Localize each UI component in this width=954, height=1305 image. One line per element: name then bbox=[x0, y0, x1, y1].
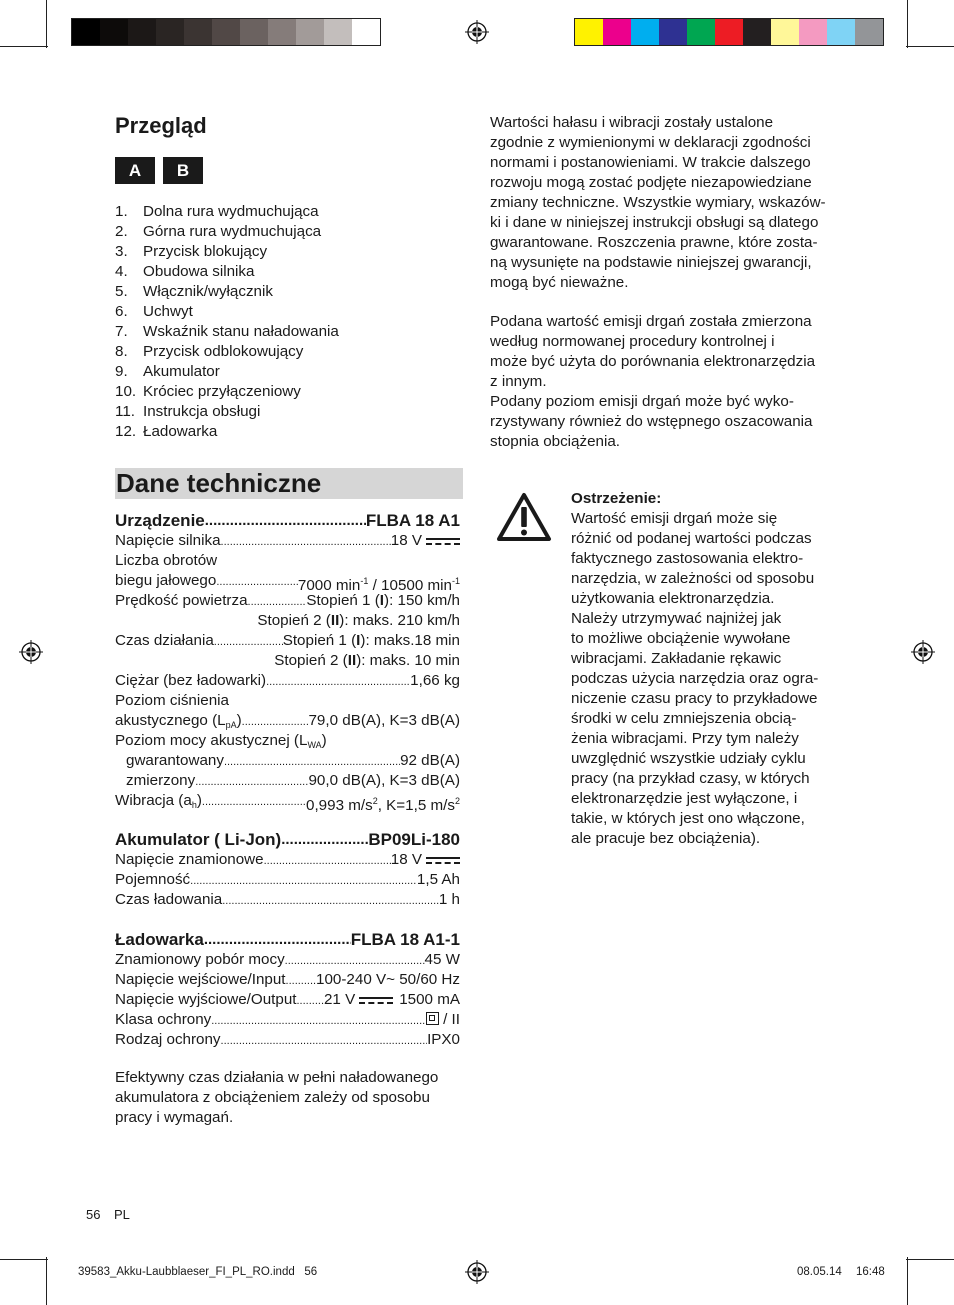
item-label: Dolna rura wydmuchująca bbox=[143, 203, 319, 220]
registration-mark-icon bbox=[911, 640, 935, 664]
registration-mark-icon bbox=[465, 20, 489, 44]
text-line: żenia wibracjami. Przy tym należy bbox=[571, 730, 799, 747]
text-line: z innym. bbox=[490, 373, 547, 390]
text-line: Wartości hałasu i wibracji zostały ustalone bbox=[490, 114, 774, 131]
text-line: elektronarzędzie jest wyłączone, i bbox=[571, 790, 798, 807]
text-line: faktycznego zastosowania elektro- bbox=[571, 550, 804, 567]
gray-swatch bbox=[156, 19, 184, 45]
text-line: stopnia obciążenia. bbox=[490, 433, 621, 450]
text-line: środki w celu zmniejszenia obcią- bbox=[571, 710, 797, 727]
text-line: użytkowania elektronarzędzia. bbox=[571, 590, 775, 607]
spec-row: Znamionowy pobór mocy ..... 45 W bbox=[115, 950, 460, 970]
declaration-paragraph bbox=[490, 113, 850, 293]
spec-row: Klasa ochrony ..... / II bbox=[115, 1010, 460, 1030]
text-line: może być użyta do porównania elektronarzędzia bbox=[490, 353, 816, 370]
crop-mark bbox=[0, 1259, 48, 1260]
spec-row: gwarantowany ..... 92 dB(A) bbox=[115, 751, 460, 771]
item-label: Ładowarka bbox=[143, 423, 218, 440]
item-number: 5. bbox=[115, 283, 128, 300]
text-line: normami i postanowieniami. W trakcie dalszego bbox=[490, 154, 811, 171]
charger-spec-block bbox=[115, 930, 460, 1050]
dc-symbol-icon bbox=[359, 995, 393, 1005]
spec-row: akustycznego $(L_{pA})$ ..... 79,0 dB(A), K=3 dB(A) bbox=[115, 711, 460, 731]
item-label: Instrukcja obsługi bbox=[143, 403, 261, 420]
page-number: 56 bbox=[86, 1207, 101, 1222]
spec-row: Czas ładowania ..... 1 h bbox=[115, 890, 460, 910]
charger-heading bbox=[115, 930, 460, 950]
file-info: 39583_Akku-Laubblaeser_FI_PL_RO.indd 56 bbox=[78, 1266, 318, 1278]
crop-mark bbox=[906, 46, 954, 47]
charger-label: Ładowarka bbox=[115, 930, 204, 949]
list-item bbox=[115, 322, 455, 342]
color-swatch bbox=[855, 19, 883, 45]
runtime-note: Efektywny czas działania w pełni naładowanego akumulatora z obciążeniem zależy od sposobu pracy i wymagań. bbox=[115, 1069, 439, 1126]
gray-swatch bbox=[296, 19, 324, 45]
color-swatch bbox=[771, 19, 799, 45]
language-code: PL bbox=[114, 1207, 130, 1222]
warning-text bbox=[571, 509, 851, 849]
charger-model: FLBA 18 A1-1 bbox=[350, 930, 460, 949]
figure-badge-a: A bbox=[115, 157, 155, 184]
list-item bbox=[115, 302, 455, 322]
text-line: ki i dane w niniejszej instrukcji obsługi są dlatego bbox=[490, 214, 819, 231]
dc-symbol-icon bbox=[426, 855, 460, 865]
spec-row: Czas działania ..... Stopień 1 (I): maks.18 min bbox=[115, 631, 460, 651]
gray-swatch bbox=[352, 19, 380, 45]
list-item bbox=[115, 362, 455, 382]
color-swatch bbox=[743, 19, 771, 45]
item-label: Króciec przyłączeniowy bbox=[143, 383, 301, 400]
color-swatch bbox=[659, 19, 687, 45]
list-item bbox=[115, 282, 455, 302]
list-item bbox=[115, 382, 455, 402]
dc-symbol-icon bbox=[426, 536, 460, 546]
spec-row: zmierzony ..... 90,0 dB(A), K=3 dB(A) bbox=[115, 771, 460, 791]
text-line: wibracjami. Zakładanie rękawic bbox=[571, 650, 782, 667]
item-number: 4. bbox=[115, 263, 128, 280]
color-swatch bbox=[799, 19, 827, 45]
item-label: Przycisk odblokowujący bbox=[143, 343, 304, 360]
battery-spec-block bbox=[115, 830, 460, 910]
text-line: zmiany techniczne. Wszystkie wymiary, wskazów- bbox=[490, 194, 826, 211]
color-swatch bbox=[575, 19, 603, 45]
print-date: 08.05.14 bbox=[797, 1266, 842, 1278]
vibration-paragraph bbox=[490, 312, 850, 452]
spec-row: Ciężar (bez ładowarki) ..... 1,66 kg bbox=[115, 671, 460, 691]
gray-swatch bbox=[72, 19, 100, 45]
item-number: 7. bbox=[115, 323, 128, 340]
item-number: 11. bbox=[115, 403, 135, 420]
battery-label: Akumulator ( Li-Jon) bbox=[115, 830, 282, 849]
gray-swatch bbox=[212, 19, 240, 45]
text-line: rzystywany również do wstępnego oszacowania bbox=[490, 413, 813, 430]
spec-row: Napięcie wejściowe/Input ..... 100-240 V~ 50/60 Hz bbox=[115, 970, 460, 990]
gray-swatch bbox=[100, 19, 128, 45]
registration-mark-icon bbox=[465, 1260, 489, 1284]
text-line: zgodnie z wymienionymi w deklaracji zgodności bbox=[490, 134, 811, 151]
crop-mark bbox=[906, 1259, 954, 1260]
item-label: Przycisk blokujący bbox=[143, 243, 268, 260]
spec-row: Liczba obrotów bbox=[115, 552, 218, 569]
parts-list bbox=[115, 202, 455, 442]
crop-mark bbox=[907, 1257, 908, 1305]
text-line: Podana wartość emisji drgań została zmierzona bbox=[490, 313, 812, 330]
text-line: rozwoju mogą zostać podjęte niezapowiedziane bbox=[490, 174, 812, 191]
text-line: pracy (na przykład czasy, w których bbox=[571, 770, 810, 787]
item-number: 6. bbox=[115, 303, 128, 320]
device-heading bbox=[115, 511, 460, 531]
item-number: 2. bbox=[115, 223, 128, 240]
spec-row: Poziom ciśnienia bbox=[115, 692, 229, 709]
crop-mark bbox=[46, 1257, 47, 1305]
crop-mark bbox=[46, 0, 47, 48]
list-item bbox=[115, 422, 455, 442]
text-line: takie, w których jest ono włączone, bbox=[571, 810, 805, 827]
spec-row: Napięcie znamionowe ..... 18 V bbox=[115, 850, 460, 870]
spec-row: Napięcie wyjściowe/Output ..... 21 V 1500 mA bbox=[115, 990, 460, 1010]
tech-data-title: Dane techniczne bbox=[115, 468, 463, 499]
item-label: Akumulator bbox=[143, 363, 220, 380]
print-time: 16:48 bbox=[856, 1266, 885, 1278]
list-item bbox=[115, 262, 455, 282]
warning-title: Ostrzeżenie: bbox=[571, 490, 662, 507]
gray-swatch bbox=[268, 19, 296, 45]
spec-row: Napięcie silnika ..... 18 V bbox=[115, 531, 460, 551]
crop-mark bbox=[0, 46, 48, 47]
item-label: Uchwyt bbox=[143, 303, 193, 320]
text-line: to możliwe obciążenie wywołane bbox=[571, 630, 791, 647]
list-item bbox=[115, 402, 455, 422]
spec-row: Stopień 2 (II): maks. 210 km/h bbox=[257, 612, 460, 629]
figure-badge-b: B bbox=[163, 157, 203, 184]
item-number: 12. bbox=[115, 423, 137, 440]
spec-row: Pojemność ..... 1,5 Ah bbox=[115, 870, 460, 890]
crop-mark bbox=[907, 0, 908, 48]
device-model: FLBA 18 A1 bbox=[365, 511, 460, 530]
item-number: 3. bbox=[115, 243, 128, 260]
color-swatch bbox=[603, 19, 631, 45]
item-number: 9. bbox=[115, 363, 128, 380]
list-item bbox=[115, 222, 455, 242]
gray-calibration-bar bbox=[71, 18, 381, 46]
spec-row: Wibracja $(a_h)$ ..... 0,993 $m/s^2$, K=1,5 $m/s^2$ bbox=[115, 791, 460, 811]
item-number: 1. bbox=[115, 203, 128, 220]
list-item bbox=[115, 342, 455, 362]
spec-row: biegu jałowego ..... 7000 $\min^{-1} / 10500$ $\min^{-1}$ bbox=[115, 571, 460, 591]
item-label: Włącznik/wyłącznik bbox=[143, 283, 273, 300]
text-line: uwzględnić wszystkie udziały cyklu bbox=[571, 750, 806, 767]
text-line: narzędzia, w zależności od sposobu bbox=[571, 570, 815, 587]
color-swatch bbox=[687, 19, 715, 45]
gray-swatch bbox=[128, 19, 156, 45]
spec-row: Rodzaj ochrony ..... IPX0 bbox=[115, 1030, 460, 1050]
battery-model: BP09Li-180 bbox=[368, 830, 460, 849]
item-number: 8. bbox=[115, 343, 128, 360]
item-label: Obudowa silnika bbox=[143, 263, 255, 280]
spec-row: Stopień 2 (II): maks. 10 min bbox=[274, 652, 460, 669]
gray-swatch bbox=[324, 19, 352, 45]
text-line: podczas użycia narzędzia oraz ogra- bbox=[571, 670, 819, 687]
text-line: ale pracuje bez obciążenia). bbox=[571, 830, 761, 847]
registration-mark-icon bbox=[19, 640, 43, 664]
list-item bbox=[115, 242, 455, 262]
warning-triangle-icon bbox=[496, 492, 552, 542]
color-swatch bbox=[715, 19, 743, 45]
text-line: gwarantowane. Roszczenia prawne, które zosta- bbox=[490, 234, 818, 251]
list-item bbox=[115, 202, 455, 222]
item-label: Górna rura wydmuchująca bbox=[143, 223, 322, 240]
gray-swatch bbox=[184, 19, 212, 45]
double-insulation-icon bbox=[426, 1012, 439, 1025]
item-label: Wskaźnik stanu naładowania bbox=[143, 323, 339, 340]
device-label: Urządzenie bbox=[115, 511, 205, 530]
color-calibration-bar bbox=[574, 18, 884, 46]
text-line: według normowanej procedury kontrolnej i bbox=[490, 333, 775, 350]
text-line: Wartość emisji drgań może się bbox=[571, 510, 778, 527]
color-swatch bbox=[631, 19, 659, 45]
text-line: Należy utrzymywać najniżej jak bbox=[571, 610, 782, 627]
spec-row: Poziom mocy akustycznej $(L_{WA})$ bbox=[115, 732, 327, 750]
device-spec-block bbox=[115, 511, 460, 814]
overview-title: Przegląd bbox=[115, 113, 207, 138]
spec-row: Prędkość powietrza ..... Stopień 1 (I): 150 km/h bbox=[115, 591, 460, 611]
text-line: Podany poziom emisji drgań może być wyko- bbox=[490, 393, 794, 410]
gray-swatch bbox=[240, 19, 268, 45]
item-number: 10. bbox=[115, 383, 137, 400]
text-line: mogą być nieważne. bbox=[490, 274, 629, 291]
text-line: niczenie czasu pracy to przykładowe bbox=[571, 690, 818, 707]
text-line: różnić od podanej wartości podczas bbox=[571, 530, 812, 547]
color-swatch bbox=[827, 19, 855, 45]
text-line: ną wysunięte na podstawie niniejszej gwarancji, bbox=[490, 254, 812, 271]
battery-heading bbox=[115, 830, 460, 850]
